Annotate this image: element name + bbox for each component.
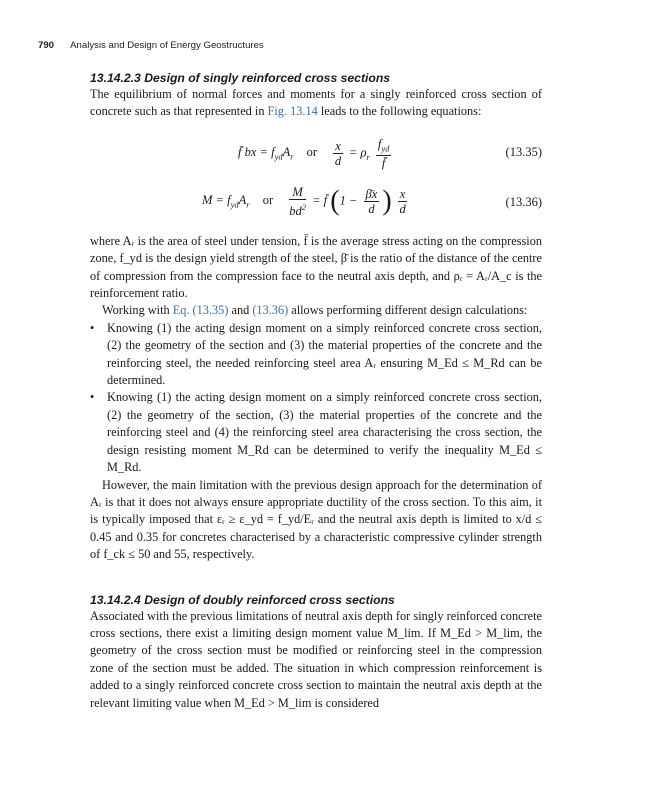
working-text-end: allows performing different design calculations: bbox=[288, 303, 528, 318]
list-item-bullet-2 bbox=[90, 389, 542, 476]
section-heading-13-14-2-3: 13.14.2.3 Design of singly reinforced cross sections bbox=[90, 71, 391, 85]
doubly-reinforced-paragraph: Associated with the previous limitations of neutral axis depth for singly reinforced concrete cross sections, there exist a limiting design moment value M_lim. If M_Ed > M_lim, the geometry of the cross section must be modified or reinforcing steel in the compression zone of the section must be added. The situation in which compression reinforcement is added to a singly reinforced concrete cross section to maintain the neutral axis depth at the relevant limiting value when M_Ed > M_lim is considered bbox=[90, 608, 542, 710]
figure-link[interactable]: Fig. 13.14 bbox=[267, 104, 318, 119]
bullet-icon: • bbox=[90, 320, 95, 335]
eq2-left: $M = f_{yd}A_r$ bbox=[202, 193, 250, 210]
working-paragraph bbox=[90, 302, 542, 319]
eq2-or: or bbox=[262, 193, 274, 208]
list-item-bullet-1 bbox=[90, 320, 542, 390]
equation-13-36-body: $M = f_{yd}A_r$ or $\frac{M}{bd^2}$ = f̄ (1 − $\frac{\betāx}{d}$ ) $\frac{x}{d}$ bbox=[202, 184, 406, 218]
bullet-1-text: Knowing (1) the acting design moment on a simply reinforced concrete cross section, (2) the geometry of the section and (3) the material properties of the concrete and the reinforcing steel, the needed reinforcing steel area Aᵣ ensuring M_Ed ≤ M_Rd can be determined. bbox=[107, 320, 542, 388]
page-number: 790 bbox=[38, 40, 55, 51]
eq2-fraction-x-d: $\frac{x}{d}$ bbox=[399, 186, 406, 216]
intro-text: The equilibrium of normal forces and moments for a singly reinforced cross section of concrete such as that represented in bbox=[90, 87, 542, 119]
running-title: Analysis and Design of Energy Geostructures bbox=[70, 40, 264, 51]
eq1-fraction-x-d: $\frac{x}{d}$ bbox=[334, 139, 342, 169]
working-and: and bbox=[228, 303, 253, 318]
bullet-icon: • bbox=[90, 390, 95, 405]
eq2-fraction-beta-x-d: $\frac{\betāx}{d}$ bbox=[365, 186, 378, 216]
eq1-or: or bbox=[306, 145, 318, 160]
equation-number-13-36: (13.36) bbox=[505, 194, 542, 209]
equation-link-13-35[interactable]: Eq. (13.35) bbox=[172, 303, 229, 318]
equation-number-13-35: (13.35) bbox=[505, 144, 542, 159]
eq1-left: f̄ bx = $f_{yd}A_r$ bbox=[238, 145, 294, 162]
equation-13-35 bbox=[90, 133, 542, 173]
intro-paragraph bbox=[90, 86, 542, 121]
where-paragraph: where Aᵣ is the area of steel under tension, f̄ is the average stress acting on the compression zone, f_yd is the design yield strength of the steel, β̄ is the ratio of the distance of the centre of compression from the compression face to the neutral axis depth, and ρᵣ = Aᵣ/A_c is the reinforcement ratio. bbox=[90, 233, 542, 301]
bullet-2-text: Knowing (1) the acting design moment on a simply reinforced concrete cross section, (2) the geometry of the section, (3) the material properties of the concrete and the reinforcing steel and (4) the reinforcing steel area characterising the cross section, the design resisting moment M_Rd can be determined to verify the inequality M_Ed ≤ M_Rd. bbox=[107, 390, 542, 475]
running-header bbox=[38, 40, 264, 51]
equation-13-36 bbox=[90, 183, 542, 225]
equation-link-13-36[interactable]: (13.36) bbox=[252, 303, 289, 318]
section-gap bbox=[90, 564, 542, 592]
intro-text-end: leads to the following equations: bbox=[317, 104, 482, 119]
eq2-fraction-m-bd2: $\frac{M}{bd^2}$ bbox=[289, 184, 306, 218]
main-content bbox=[90, 70, 542, 712]
section-heading-13-14-2-4: 13.14.2.4 Design of doubly reinforced cross sections bbox=[90, 592, 395, 607]
limitation-paragraph: However, the main limitation with the previous design approach for the determination of Aᵣ is that it does not always ensure appropriate ductility of the cross section. To this aim, it is typically imposed that εᵣ ≥ ε_yd = f_yd/Eᵣ and the neutral axis depth is limited to x/d ≤ 0.45 and 0.35 for concretes characterised by a characteristic compressive cylinder strength of f_ck ≤ 50 and 55, respectively. bbox=[90, 477, 542, 562]
equation-13-35-body: f̄ bx = $f_{yd}A_r$ or $\frac{x}{d}$ = $\rho_r$ $\frac{f_{yd}}{f̄}$ bbox=[238, 136, 390, 171]
working-text: Working with bbox=[102, 303, 173, 318]
eq1-fraction-fyd-f: $\frac{f_{yd}}{f̄}$ bbox=[377, 136, 390, 171]
